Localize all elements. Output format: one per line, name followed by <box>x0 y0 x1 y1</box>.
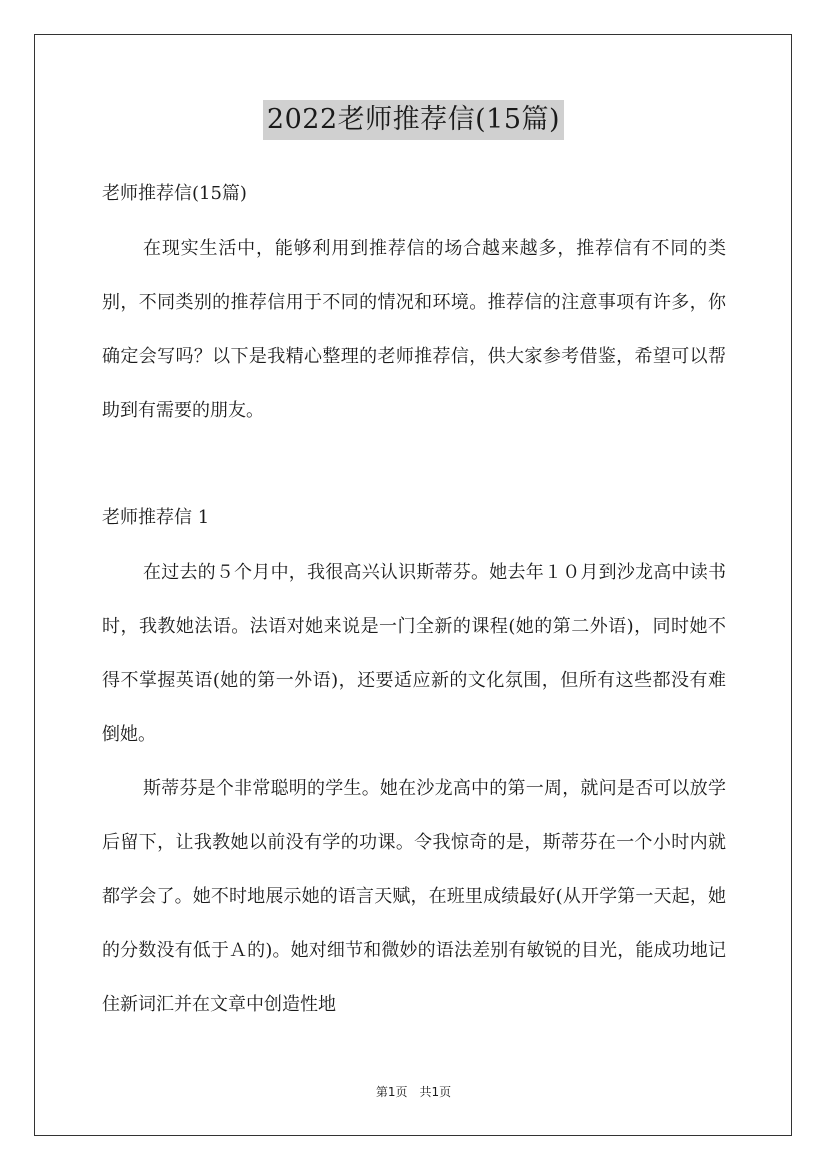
page-footer: 第1页 共1页 <box>375 1085 452 1099</box>
body-paragraph-2: 斯蒂芬是个非常聪明的学生。她在沙龙高中的第一周，就问是否可以放学后留下，让我教她以前没有学的功课。令我惊奇的是，斯蒂芬在一个小时内就都学会了。她不时地展示她的语言天赋，在班里成绩最好(从开学第一天起，她的分数没有低于Ａ的)。她对细节和微妙的语法差别有敏锐的目光，能成功地记住新词汇并在文章中创造性地 <box>102 778 726 1015</box>
intro-paragraph: 在现实生活中，能够利用到推荐信的场合越来越多，推荐信有不同的类别，不同类别的推荐信用于不同的情况和环境。推荐信的注意事项有许多，你确定会写吗？以下是我精心整理的老师推荐信，供大家参考借鉴，希望可以帮助到有需要的朋友。 <box>102 238 726 421</box>
document-title: 2022老师推荐信(15篇) <box>263 100 564 140</box>
document-title-container <box>0 100 827 140</box>
document-subtitle: 老师推荐信(15篇) <box>102 183 247 204</box>
body-paragraph-1: 在过去的５个月中，我很高兴认识斯蒂芬。她去年１０月到沙龙高中读书时，我教她法语。法语对她来说是一门全新的课程(她的第二外语)，同时她不得不掌握英语(她的第一外语)，还要适应新的文化氛围，但所有这些都没有难倒她。 <box>102 562 726 745</box>
section-heading: 老师推荐信 1 <box>102 507 210 528</box>
